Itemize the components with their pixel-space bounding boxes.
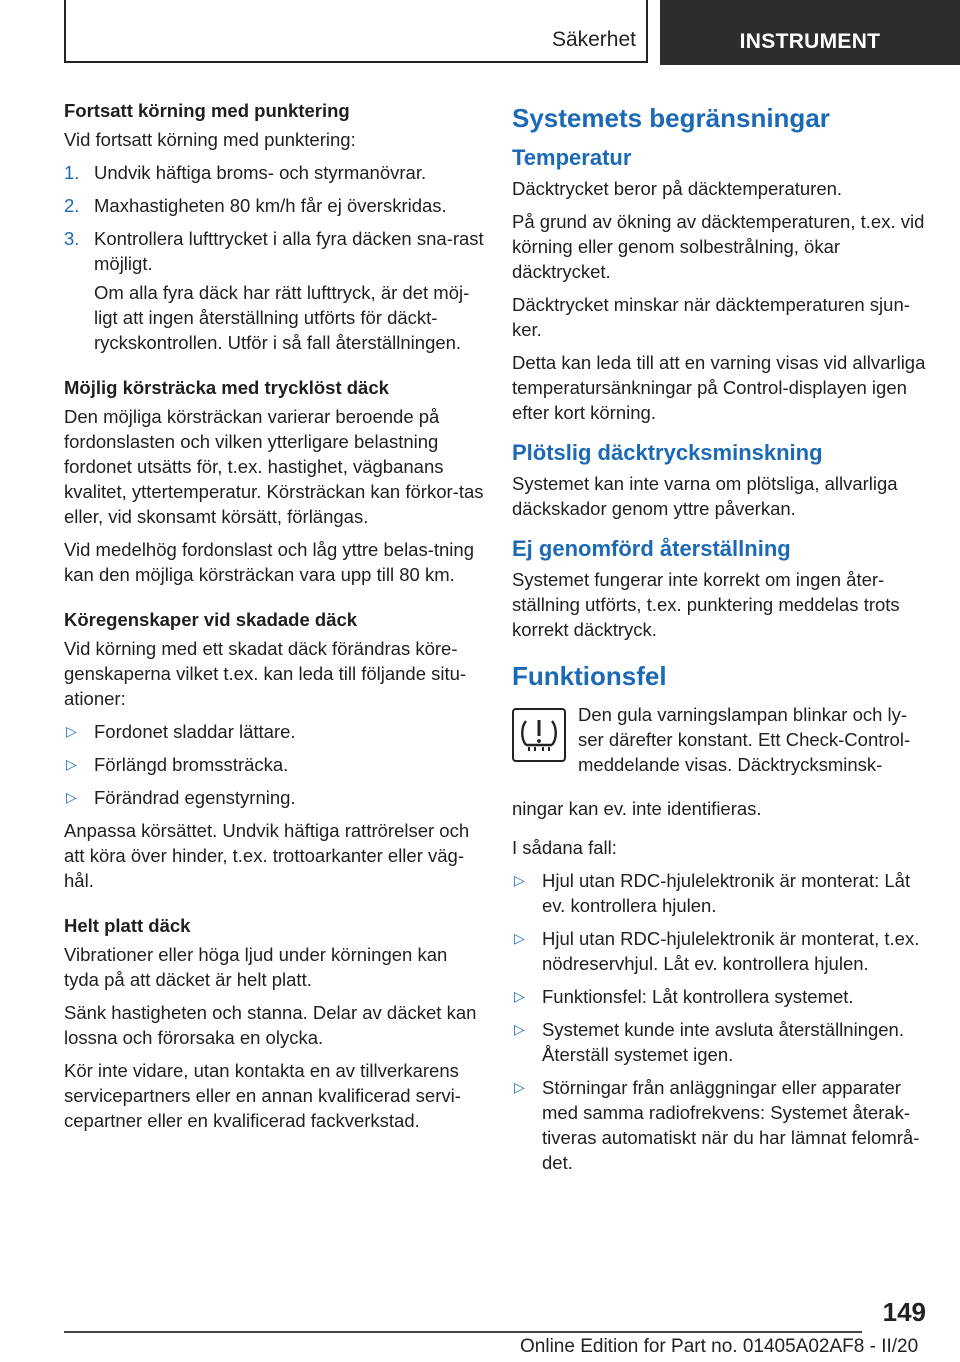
list-item-text: Förändrad egenstyrning. (94, 787, 296, 808)
list-item (64, 752, 484, 777)
paragraph: Kör inte vidare, utan kontakta en av tillverkarens servicepartners eller en annan kvalificerad servi-cepartner eller en kvalificerad fackverkstad. (64, 1060, 461, 1131)
right-column (512, 98, 932, 1183)
paragraph: Vibrationer eller höga ljud under körningen kan tyda på att däcket är helt platt. (64, 944, 448, 990)
paragraph: Systemet kan inte varna om plötsliga, allvarliga däckskador genom yttre påverkan. (512, 473, 898, 519)
step-item (64, 226, 484, 355)
paragraph: Vid körning med ett skadat däck förändras köre-genskaperna vilket t.ex. kan leda till följande situ-ationer: (64, 638, 467, 709)
step-note: Om alla fyra däck har rätt lufttryck, är det möj-ligt att ingen återställning utförts för däckt-ryckskontrollen. Utför i så fall återställningen. (94, 282, 470, 353)
footer-divider (64, 1331, 862, 1333)
list-item-text: Störningar från anläggningar eller apparater med samma radiofrekvens: Systemet återak-tiveras automatiskt när du har lämnat felområ-det. (542, 1077, 920, 1173)
paragraph: ningar kan ev. inte identifieras. (512, 798, 762, 819)
bullet-triangle-icon: ▷ (514, 988, 525, 1004)
warning-block (512, 702, 932, 794)
list-item-text: Hjul utan RDC-hjulelektronik är monterat, t.ex. nödreservhjul. Låt ev. kontrollera hjulen. (542, 928, 920, 974)
step-number: 3. (64, 228, 80, 249)
heading-possible-distance: Möjlig körsträcka med trycklöst däck (64, 377, 389, 398)
heading-continued-driving: Fortsatt körning med punktering (64, 100, 350, 121)
paragraph: Sänk hastigheten och stanna. Delar av däcket kan lossna och förorsaka en olycka. (64, 1002, 477, 1048)
paragraph: På grund av ökning av däcktemperaturen, t.ex. vid körning eller genom solbestrålning, ökar däcktrycket. (512, 211, 925, 282)
paragraph: Anpassa körsättet. Undvik häftiga rattrörelser och att köra över hinder, t.ex. trottoarkanter eller väg-hål. (64, 820, 470, 891)
step-text: Maxhastigheten 80 km/h får ej överskridas. (94, 195, 447, 216)
heading-flat-tire: Helt platt däck (64, 915, 191, 936)
list-item-text: Hjul utan RDC-hjulelektronik är monterat: Låt ev. kontrollera hjulen. (542, 870, 911, 916)
heading-driving-characteristics: Köregenskaper vid skadade däck (64, 609, 358, 630)
list-item-text: Förlängd bromssträcka. (94, 754, 289, 775)
bullet-list (512, 868, 932, 1175)
list-item (512, 926, 932, 976)
paragraph: Däcktrycket minskar när däcktemperaturen sjun-ker. (512, 294, 910, 340)
list-item (512, 984, 932, 1009)
list-item-text: Fordonet sladdar lättare. (94, 721, 296, 742)
bullet-triangle-icon: ▷ (66, 723, 77, 739)
paragraph: Systemet fungerar inte korrekt om ingen åter-ställning utförts, t.ex. punktering meddelas trots korrekt däcktryck. (512, 569, 900, 640)
bullet-triangle-icon: ▷ (514, 930, 525, 946)
bullet-triangle-icon: ▷ (514, 1079, 525, 1095)
step-text: Kontrollera lufttrycket i alla fyra däcken sna-rast möjligt. (94, 228, 484, 274)
list-item-text: Funktionsfel: Låt kontrollera systemet. (542, 986, 854, 1007)
heading-system-limits: Systemets begränsningar (512, 103, 830, 133)
paragraph: Detta kan leda till att en varning visas vid allvarliga temperatursänkningar på Control-displayen igen efter kort körning. (512, 352, 926, 423)
paragraph: Den möjliga körsträckan varierar beroende på fordonslasten och vilken ytterligare belastning fordonet utsätts för, t.ex. hastighet, vägbanans kvalitet, yttertemperatur. Körsträckan kan förkor-tas eller, vid skonsamt körsätt, förlängas. (64, 406, 484, 527)
bullet-triangle-icon: ▷ (514, 1021, 525, 1037)
warning-text: Den gula varningslampan blinkar och ly-ser därefter konstant. Ett Check-Control-meddelande visas. Däcktrycksminsk- (578, 704, 911, 775)
bullet-triangle-icon: ▷ (66, 756, 77, 772)
step-text: Undvik häftiga broms- och styrmanövrar. (94, 162, 427, 183)
left-column (64, 98, 484, 1141)
paragraph: Vid fortsatt körning med punktering: (64, 129, 356, 150)
heading-sudden-pressure-loss: Plötslig däcktrycksminskning (512, 440, 823, 465)
edition-line: Online Edition for Part no. 01405A02AF8 - II/20 (520, 1336, 919, 1357)
step-number: 1. (64, 162, 80, 183)
chapter-tab[interactable]: INSTRUMENT (660, 0, 960, 65)
list-item (64, 785, 484, 810)
step-item (64, 193, 484, 218)
list-item (64, 719, 484, 744)
header-frame (64, 0, 648, 63)
bullet-triangle-icon: ▷ (514, 872, 525, 888)
section-label: Säkerhet (551, 28, 636, 51)
heading-no-reset: Ej genomförd återställning (512, 536, 791, 561)
paragraph: Vid medelhög fordonslast och låg yttre belas-tning kan den möjliga körsträckan vara upp till 80 km. (64, 539, 474, 585)
list-item (512, 1017, 932, 1067)
numbered-steps (64, 160, 484, 355)
step-number: 2. (64, 195, 80, 216)
paragraph: Däcktrycket beror på däcktemperaturen. (512, 178, 843, 199)
list-item (512, 1075, 932, 1175)
heading-temperature: Temperatur (512, 145, 632, 170)
list-item-text: Systemet kunde inte avsluta återställningen. Återställ systemet igen. (542, 1019, 904, 1065)
step-item (64, 160, 484, 185)
bullet-list (64, 719, 484, 810)
tire-pressure-warning-icon (512, 708, 566, 762)
paragraph: I sådana fall: (512, 837, 617, 858)
page-number: 149 (882, 1297, 926, 1327)
list-item (512, 868, 932, 918)
bullet-triangle-icon: ▷ (66, 789, 77, 805)
heading-malfunction: Funktionsfel (512, 661, 667, 691)
